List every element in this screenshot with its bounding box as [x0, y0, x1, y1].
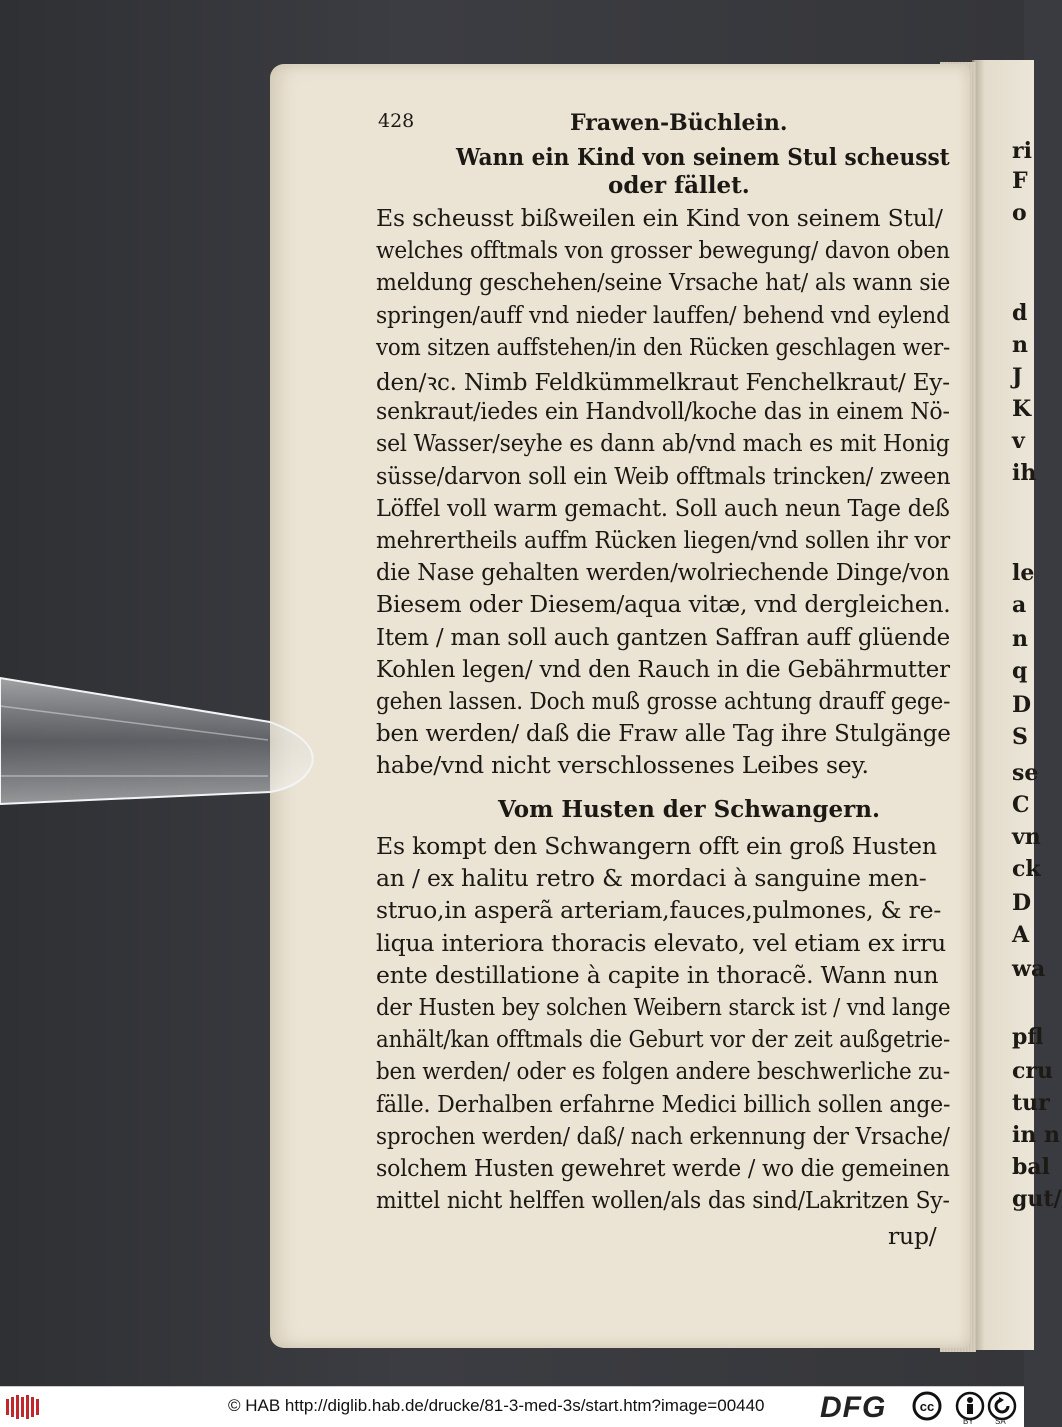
page-number: 428 [378, 110, 415, 132]
text-line: Item / man soll auch gantzen Saffran auff glüende [376, 622, 950, 651]
text-line: solchem Husten gewehret werde / wo die gemeinen [376, 1154, 950, 1182]
text-line: sel Wasser/seyhe es dann ab/vnd mach es mit Honig [376, 429, 950, 458]
next-page-fragment: C [1012, 792, 1030, 818]
next-page-fragment: le [1012, 560, 1035, 586]
next-page-fragment: ih [1012, 460, 1037, 486]
next-page-fragment: q [1012, 658, 1028, 684]
next-page-fragment: vn [1012, 824, 1041, 850]
next-page-fragment: S [1012, 724, 1028, 750]
text-line: habe/vnd nicht verschlossenes Leibes sey. [376, 751, 869, 780]
dfg-logo: DFG [820, 1391, 887, 1424]
next-page-fragment: n [1012, 626, 1028, 652]
next-page-fragment: D [1012, 890, 1032, 916]
hab-logo-icon [6, 1395, 42, 1419]
next-page-fragment: tur [1012, 1090, 1050, 1116]
text-line: mittel nicht helffen wollen/als das sind/Lakritzen Sy- [376, 1186, 950, 1215]
text-line: welches offtmals von grosser bewegung/ davon oben [376, 236, 950, 265]
running-head: Frawen-Büchlein. [570, 110, 788, 136]
next-page-fragment: pfl [1012, 1024, 1044, 1050]
creative-commons-icon [912, 1391, 942, 1421]
next-page-fragment: ck [1012, 856, 1041, 882]
text-line: Biesem oder Diesem/aqua vitæ, vnd dergleichen. [376, 590, 951, 619]
next-page-fragment: K [1012, 396, 1032, 422]
text-line: liqua interiora thoracis elevato, vel etiam ex irru [376, 928, 946, 957]
text-line: senkraut/iedes ein Handvoll/koche das in einem Nö- [376, 397, 950, 426]
next-page-fragment: v [1012, 428, 1025, 454]
cc-sa-label: SA [995, 1417, 1006, 1426]
text-line: sprochen werden/ daß/ nach erkennung der Vrsache/ [376, 1121, 950, 1150]
section-heading-line-2: oder fället. [608, 172, 750, 199]
next-page-fragment: J [1012, 364, 1023, 390]
text-line: ben werden/ oder es folgen andere beschwerliche zu- [376, 1057, 950, 1086]
next-page-fragment: bal [1012, 1154, 1050, 1180]
next-page-edge [972, 60, 1062, 1350]
text-line: meldung geschehen/seine Vrsache hat/ als wann sie [376, 268, 951, 297]
text-line: struo,in asperã arteriam,fauces,pulmones, & re- [376, 896, 942, 925]
text-line: mehrertheils auffm Rücken liegen/vnd sollen ihr vor [376, 526, 950, 554]
next-page-fragment: d [1012, 300, 1028, 326]
next-page-fragment: ri [1012, 138, 1032, 164]
next-page-fragment: A [1012, 922, 1030, 948]
text-line: anhält/kan offtmals die Geburt vor der zeit außgetrie- [376, 1025, 951, 1054]
text-line: die Nase gehalten werden/wolriechende Dinge/von [376, 558, 950, 587]
section-heading-line-1: Wann ein Kind von seinem Stul scheusst [456, 144, 950, 171]
next-page-fragment: se [1012, 760, 1039, 786]
text-line: ben werden/ daß die Fraw alle Tag ihre Stulgänge [376, 719, 951, 748]
catchword: rup/ [888, 1222, 937, 1250]
text-line: ente destillatione à capite in thoracẽ. Wann nun [376, 960, 939, 989]
footer-credit-link[interactable]: © HAB http://diglib.hab.de/drucke/81-3-med-3s/start.htm?image=00440 [228, 1396, 765, 1415]
cc-by-label: BY [963, 1417, 974, 1426]
book-page [270, 64, 970, 1348]
text-line: Es scheusst bißweilen ein Kind von seinem Stul/ [376, 204, 943, 232]
next-page-fragment: wa [1012, 956, 1046, 982]
text-line: den/ꝛc. Nimb Feldkümmelkraut Fenchelkraut/ Ey- [376, 368, 950, 396]
text-line: süsse/darvon soll ein Weib offtmals trincken/ zween [376, 461, 951, 490]
next-page-fragment: in n [1012, 1122, 1061, 1148]
next-page-fragment: n [1012, 332, 1028, 358]
footer-bar [0, 1386, 1024, 1427]
text-line: Kohlen legen/ vnd den Rauch in die Gebährmutter [376, 654, 950, 683]
glass-page-holder [0, 676, 320, 806]
next-page-fragment: gut/ [1012, 1186, 1062, 1212]
text-line: an / ex halitu retro & mordaci à sanguine men- [376, 864, 927, 893]
next-page-fragment: a [1012, 592, 1027, 618]
next-page-fragment: cru [1012, 1058, 1053, 1084]
next-page-fragment: D [1012, 692, 1032, 718]
next-page-fragment: F [1012, 168, 1028, 194]
text-line: vom sitzen auffstehen/in den Rücken geschlagen wer- [376, 332, 951, 361]
text-line: der Husten bey solchen Weibern starck ist / vnd lange [376, 993, 951, 1021]
text-line: fälle. Derhalben erfahrne Medici billich sollen ange- [376, 1089, 951, 1118]
next-page-fragment: o [1012, 200, 1027, 226]
text-line: Es kompt den Schwangern offt ein groß Husten [376, 832, 937, 860]
section-2-heading: Vom Husten der Schwangern. [498, 796, 880, 823]
svg-text:cc: cc [919, 1399, 935, 1414]
text-line: gehen lassen. Doch muß grosse achtung drauff gege- [376, 687, 951, 715]
text-line: springen/auff vnd nieder lauffen/ behend vnd eylend [376, 300, 950, 329]
text-line: Löffel voll warm gemacht. Soll auch neun Tage deß [376, 493, 950, 522]
